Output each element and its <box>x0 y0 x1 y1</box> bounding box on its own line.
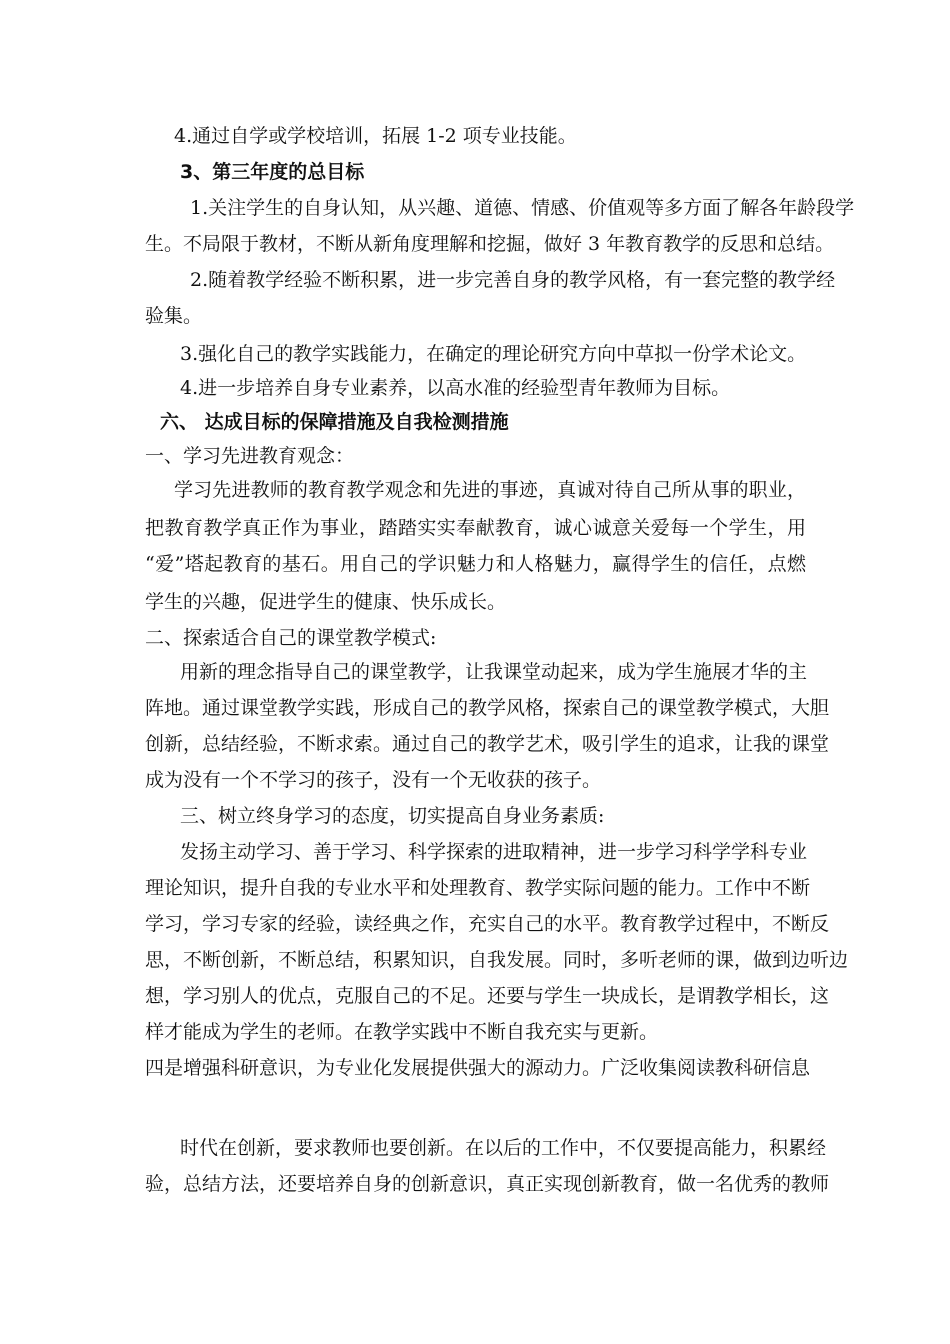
subsection-heading: 一、学习先进教育观念： <box>145 445 355 467</box>
text-line: 成为没有一个不学习的孩子，没有一个无收获的孩子。 <box>145 769 602 791</box>
subsection-heading: 二、探索适合自己的课堂教学模式: <box>145 627 437 649</box>
text-line: 想，学习别人的优点，克服自己的不足。还要与学生一块成长，是谓教学相长，这 <box>145 985 830 1007</box>
text-line: 发扬主动学习、善于学习、科学探索的进取精神，进一步学习科学学科专业 <box>180 841 808 863</box>
text-line: 1.关注学生的自身认知，从兴趣、道德、情感、价值观等多方面了解各年龄段学 <box>190 197 855 219</box>
text-line: 样才能成为学生的老师。在教学实践中不断自我充实与更新。 <box>145 1021 659 1043</box>
subsection-heading: 三、树立终身学习的态度，切实提高自身业务素质: <box>180 805 605 827</box>
section-heading: 六、 达成目标的保障措施及自我检测措施 <box>160 411 509 433</box>
text-line: 创新，总结经验，不断求索。通过自己的教学艺术，吸引学生的追求，让我的课堂 <box>145 733 830 755</box>
text-line: 学习先进教师的教育教学观念和先进的事迹，真诚对待自己所从事的职业， <box>174 479 806 501</box>
text-line: 4.通过自学或学校培训，拓展 1-2 项专业技能。 <box>174 125 577 147</box>
text-line: 阵地。通过课堂教学实践，形成自己的教学风格，探索自己的课堂教学模式，大胆 <box>145 697 830 719</box>
text-line: 生。不局限于教材，不断从新角度理解和挖掘，做好 3 年教育教学的反思和总结。 <box>145 233 835 255</box>
section-heading: 3、第三年度的总目标 <box>180 161 365 183</box>
text-line: 四是增强科研意识，为专业化发展提供强大的源动力。广泛收集阅读教科研信息 <box>145 1057 811 1079</box>
text-line: 学习，学习专家的经验，读经典之作，充实自己的水平。教育教学过程中，不断反 <box>145 913 830 935</box>
text-line: 把教育教学真正作为事业，踏踏实实奉献教育，诚心诚意关爱每一个学生，用 <box>145 517 806 539</box>
text-line: 3.强化自己的教学实践能力，在确定的理论研究方向中草拟一份学术论文。 <box>180 343 807 365</box>
text-line: 4.进一步培养自身专业素养，以高水准的经验型青年教师为目标。 <box>180 377 731 399</box>
text-line: 理论知识，提升自我的专业水平和处理教育、教学实际问题的能力。工作中不断 <box>145 877 811 899</box>
text-line: 验集。 <box>145 305 203 327</box>
text-line: “爱”塔起教育的基石。用自己的学识魅力和人格魅力，赢得学生的信任，点燃 <box>145 553 806 575</box>
text-line: 学生的兴趣，促进学生的健康、快乐成长。 <box>145 591 507 613</box>
text-line: 2.随着教学经验不断积累，进一步完善自身的教学风格，有一套完整的教学经 <box>190 269 836 291</box>
text-line: 用新的理念指导自己的课堂教学，让我课堂动起来，成为学生施展才华的主 <box>180 661 808 683</box>
text-line: 时代在创新，要求教师也要创新。在以后的工作中，不仅要提高能力，积累经 <box>180 1137 827 1159</box>
text-line: 思，不断创新，不断总结，积累知识，自我发展。同时，多听老师的课，做到边听边 <box>145 949 849 971</box>
text-line: 验，总结方法，还要培养自身的创新意识，真正实现创新教育，做一名优秀的教师 <box>145 1173 830 1195</box>
